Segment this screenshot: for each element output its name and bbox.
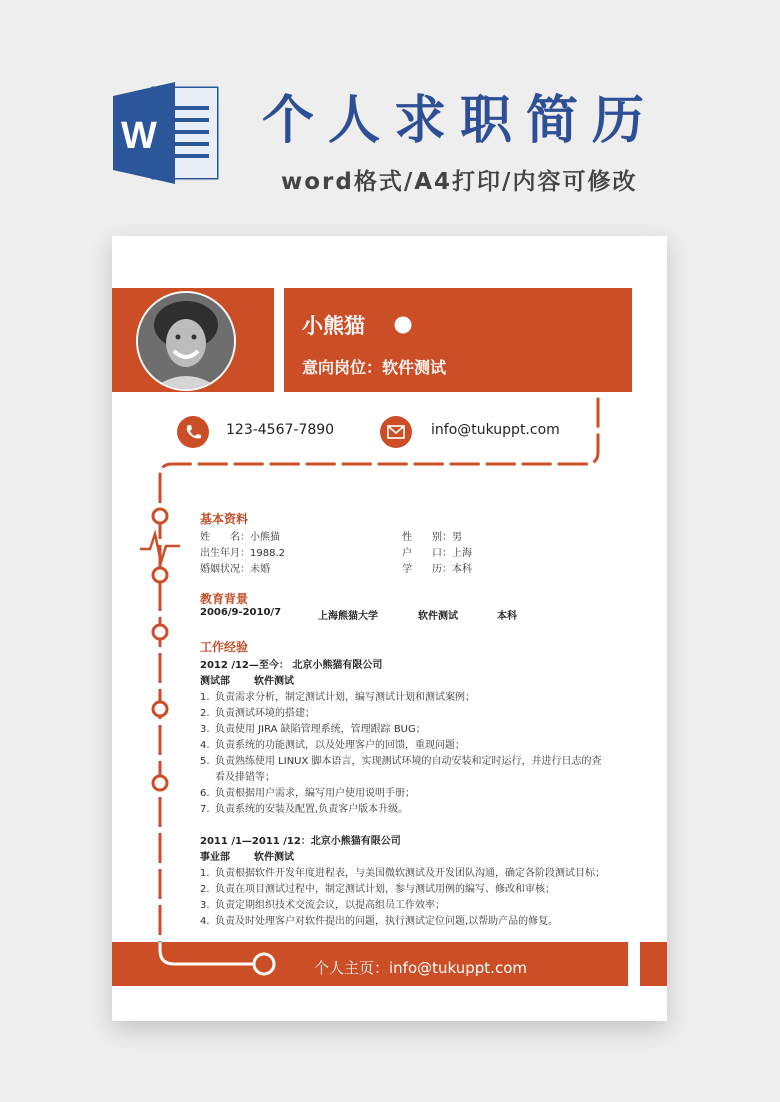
job1-header: 2012 /12—至今： 北京小熊猫有限公司 [200, 660, 383, 671]
job2-role: 软件测试 [254, 852, 294, 863]
list-item: 6. 负责根据用户需求，编写用户使用说明手册； [200, 788, 415, 799]
svg-text:W: W [121, 115, 157, 157]
basic-name: 姓 名：小熊猫 [200, 532, 280, 543]
page-title: 个人求职简历 [262, 91, 659, 151]
page-subtitle: word格式/A4打印/内容可修改 [281, 169, 638, 195]
list-item: 1．负责根据软件开发年度进程表，与美国微软测试及开发团队沟通，确定各阶段测试目标； [200, 868, 605, 879]
basic-info-title: 基本资料 [200, 512, 249, 526]
education-period: 2006/9-2010/7 [200, 607, 282, 618]
list-item: 4. 负责系统的功能测试，以及处理客户的回馈，重现问题； [200, 740, 465, 751]
basic-gender: 性 别：男 [402, 532, 462, 543]
list-item: 4．负责及时处理客户对软件提出的问题，执行测试定位问题,以帮助产品的修复。 [200, 916, 559, 927]
homepage-link[interactable]: 个人主页：info@tukuppt.com [314, 959, 527, 977]
list-item: 3. 负责使用 JIRA 缺陷管理系统，管理跟踪 BUG； [200, 724, 426, 735]
candidate-name: 小熊猫 [302, 314, 365, 338]
list-item: 2．负责在项目测试过程中，制定测试计划，参与测试用例的编写、修改和审核； [200, 884, 555, 895]
list-item: 5. 负责熟练使用 LINUX 脚本语言，实现测试环境的自动安装和定时运行，并进行日志的查 [200, 756, 602, 767]
work-title: 工作经验 [200, 640, 249, 654]
basic-hukou: 户 口：上海 [402, 548, 472, 559]
basic-education: 学 历：本科 [402, 564, 472, 575]
list-item: 7. 负责系统的安装及配置,负责客户版本升级。 [200, 804, 409, 815]
job2-header: 2011 /1—2011 /12：北京小熊猫有限公司 [200, 836, 401, 847]
education-school: 上海熊猫大学 [318, 611, 378, 622]
basic-birth: 出生年月：1988.2 [200, 548, 285, 559]
job-intent: 意向岗位：软件测试 [302, 358, 447, 377]
education-major: 软件测试 [418, 611, 458, 622]
education-degree: 本科 [497, 611, 517, 622]
list-item: 1. 负责需求分析，制定测试计划，编写测试计划和测试案例； [200, 692, 475, 703]
basic-marriage: 婚姻状况：未婚 [200, 564, 270, 575]
job2-dept: 事业部 [200, 852, 230, 863]
phone-number: 123-4567-7890 [226, 422, 335, 438]
education-title: 教育背景 [200, 592, 249, 606]
email-address: info@tukuppt.com [431, 422, 560, 438]
job1-dept: 测试部 [200, 676, 230, 687]
list-item: 3．负责定期组织技术交流会议，以提高组员工作效率； [200, 900, 445, 911]
job1-role: 软件测试 [254, 676, 294, 687]
list-item: 看及排错等； [215, 772, 275, 783]
list-item: 2. 负责测试环境的搭建； [200, 708, 315, 719]
